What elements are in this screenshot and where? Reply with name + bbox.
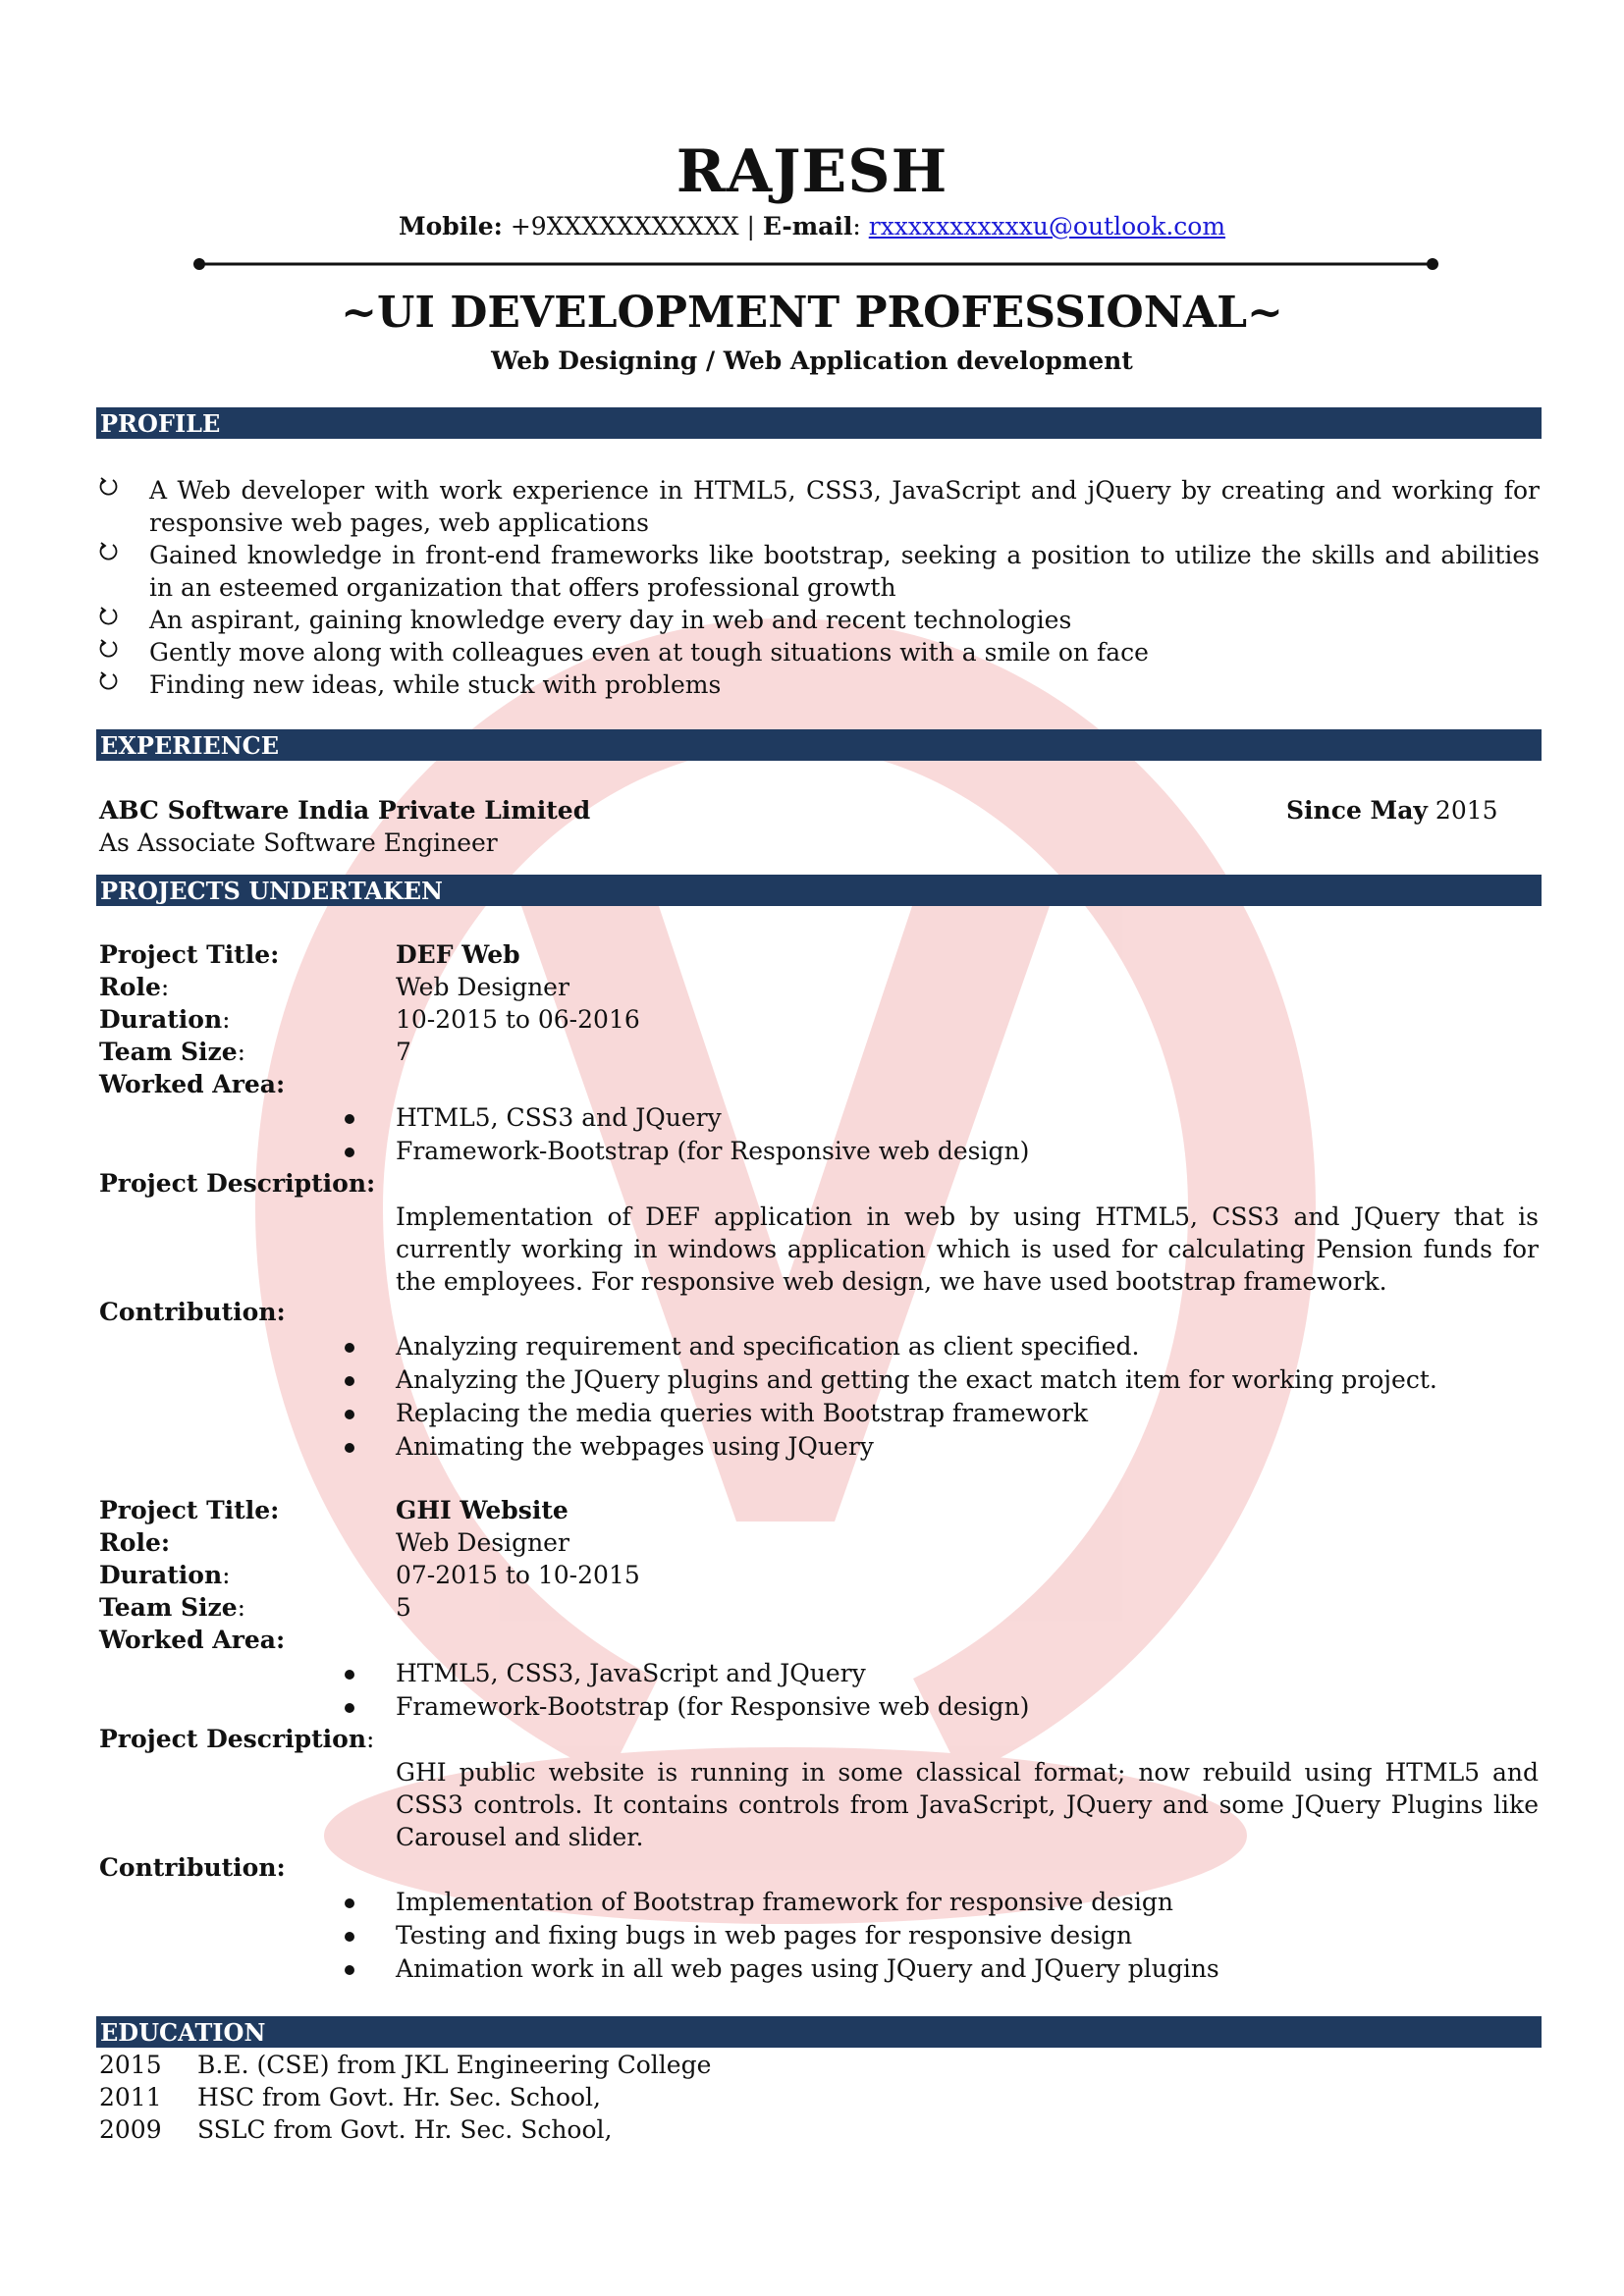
- project-contribution-label: Contribution:: [99, 1853, 286, 1882]
- role-label-text: Role: [99, 1528, 161, 1557]
- project-worked-area-label: Worked Area:: [99, 1626, 286, 1654]
- bullet-icon: [345, 1670, 354, 1680]
- education-text: SSLC from Govt. Hr. Sec. School,: [197, 2115, 613, 2144]
- project-worked-area-label: Worked Area:: [99, 1070, 286, 1098]
- contact-line: [0, 212, 1624, 240]
- worked-area-item: HTML5, CSS3, JavaScript and JQuery: [396, 1659, 866, 1687]
- section-profile: PROFILE: [96, 407, 1542, 439]
- project-role-label: Role:: [99, 1528, 171, 1557]
- profile-item: [96, 474, 1540, 539]
- project-description: GHI public website is running in some classical format; now rebuild using HTML5 and CSS3 controls. It contains controls from JavaScript, JQuery and some JQuery Plugins like Carousel and slider.: [396, 1758, 1539, 1851]
- project-duration-label: Duration:: [99, 1005, 231, 1034]
- subheadline: Web Designing / Web Application development: [491, 347, 1133, 375]
- bullet-icon: [345, 1343, 354, 1353]
- project-team-size-label: Team Size:: [99, 1038, 246, 1066]
- candidate-name: RAJESH: [676, 137, 948, 206]
- education-year: 2011: [99, 2083, 162, 2111]
- profile-item-text: Gently move along with colleagues even at tough situations with a smile on face: [149, 638, 1149, 667]
- contribution-item: Animating the webpages using JQuery: [396, 1432, 874, 1461]
- profile-item-text: Gained knowledge in front-end frameworks like bootstrap, seeking a position to utilize the skills and abilities in an esteemed organization that offers professional growth: [149, 541, 1540, 602]
- mobile-value: +9XXXXXXXXXXX: [510, 212, 739, 240]
- bullet-icon: [345, 1898, 354, 1908]
- contribution-item: Analyzing requirement and specification as client specified.: [396, 1332, 1140, 1361]
- project-title-value: DEF Web: [396, 940, 520, 969]
- project-contribution-label: Contribution:: [99, 1298, 286, 1326]
- education-year: 2009: [99, 2115, 162, 2144]
- project-duration-value: 07-2015 to 10-2015: [396, 1561, 640, 1589]
- project-team-size-value: 7: [396, 1038, 411, 1066]
- header-divider: [192, 257, 1439, 271]
- worked-area-item: Framework-Bootstrap (for Responsive web design): [396, 1137, 1029, 1165]
- email-label: E-mail: [762, 212, 853, 240]
- education-text: HSC from Govt. Hr. Sec. School,: [197, 2083, 601, 2111]
- bullet-icon: [345, 1965, 354, 1975]
- description-label-text: Project Description: [99, 1725, 366, 1753]
- project-team-size-value: 5: [396, 1593, 411, 1622]
- profile-item-text: A Web developer with work experience in HTML5, CSS3, JavaScript and jQuery by creating and working for responsive web pages, web applications: [149, 476, 1540, 537]
- email-link[interactable]: rxxxxxxxxxxxu@outlook.com: [868, 212, 1226, 240]
- profile-item: [96, 604, 1540, 636]
- project-description: Implementation of DEF application in web by using HTML5, CSS3 and JQuery that is currently working in windows application which is used for calculating Pension funds for the employees. For responsive web design, we have used bootstrap framework.: [396, 1202, 1539, 1296]
- project-role-label: Role:: [99, 973, 170, 1001]
- experience-role: As Associate Software Engineer: [99, 828, 498, 857]
- refresh-icon: [98, 541, 120, 562]
- duration-label-text: Duration: [99, 1005, 223, 1034]
- team-size-label-text: Team Size: [99, 1038, 238, 1066]
- education-year: 2015: [99, 2051, 162, 2079]
- section-projects: PROJECTS UNDERTAKEN: [96, 875, 1542, 906]
- project-role-value: Web Designer: [396, 1528, 569, 1557]
- experience-company: ABC Software India Private Limited: [99, 796, 591, 825]
- contact-separator: |: [746, 212, 763, 240]
- refresh-icon: [98, 476, 120, 498]
- bullet-icon: [345, 1932, 354, 1942]
- project-title-label: Project Title:: [99, 940, 280, 969]
- experience-since-label: Since May: [1286, 796, 1428, 825]
- contribution-item: Analyzing the JQuery plugins and getting the exact match item for working project.: [396, 1365, 1437, 1394]
- email-colon: :: [852, 212, 869, 240]
- project-duration-value: 10-2015 to 06-2016: [396, 1005, 640, 1034]
- project-description-label: Project Description:: [99, 1725, 375, 1753]
- project-team-size-label: Team Size:: [99, 1593, 246, 1622]
- bullet-icon: [345, 1703, 354, 1713]
- contribution-item: Testing and fixing bugs in web pages for responsive design: [396, 1921, 1132, 1949]
- duration-label-text: Duration: [99, 1561, 223, 1589]
- bullet-icon: [345, 1114, 354, 1124]
- bullet-icon: [345, 1376, 354, 1386]
- section-education: EDUCATION: [96, 2016, 1542, 2048]
- experience-since: [1286, 796, 1498, 825]
- worked-area-item: HTML5, CSS3 and JQuery: [396, 1103, 722, 1132]
- profile-item: [96, 636, 1540, 668]
- headline: ~UI DEVELOPMENT PROFESSIONAL~: [341, 288, 1283, 338]
- worked-area-item: Framework-Bootstrap (for Responsive web design): [396, 1692, 1029, 1721]
- refresh-icon: [98, 670, 120, 692]
- bullet-icon: [345, 1410, 354, 1419]
- profile-item: [96, 539, 1540, 604]
- section-experience: EXPERIENCE: [96, 729, 1542, 761]
- project-description-label: Project Description:: [99, 1169, 376, 1198]
- project-title-value: GHI Website: [396, 1496, 568, 1524]
- profile-list: [96, 474, 1540, 701]
- contribution-item: Animation work in all web pages using JQuery and JQuery plugins: [396, 1954, 1219, 1983]
- profile-item: [96, 668, 1540, 701]
- description-label-text: Project Description: [99, 1169, 366, 1198]
- refresh-icon: [98, 606, 120, 627]
- mobile-label: Mobile:: [398, 212, 503, 240]
- experience-since-year: 2015: [1435, 796, 1498, 825]
- bullet-icon: [345, 1148, 354, 1157]
- education-text: B.E. (CSE) from JKL Engineering College: [197, 2051, 712, 2079]
- profile-item-text: Finding new ideas, while stuck with problems: [149, 670, 722, 699]
- role-label-text: Role: [99, 973, 161, 1001]
- project-title-label: Project Title:: [99, 1496, 280, 1524]
- project-role-value: Web Designer: [396, 973, 569, 1001]
- contribution-item: Implementation of Bootstrap framework for responsive design: [396, 1888, 1173, 1916]
- project-duration-label: Duration:: [99, 1561, 231, 1589]
- contribution-item: Replacing the media queries with Bootstrap framework: [396, 1399, 1088, 1427]
- profile-item-text: An aspirant, gaining knowledge every day in web and recent technologies: [149, 606, 1072, 634]
- refresh-icon: [98, 638, 120, 660]
- team-size-label-text: Team Size: [99, 1593, 238, 1622]
- bullet-icon: [345, 1443, 354, 1453]
